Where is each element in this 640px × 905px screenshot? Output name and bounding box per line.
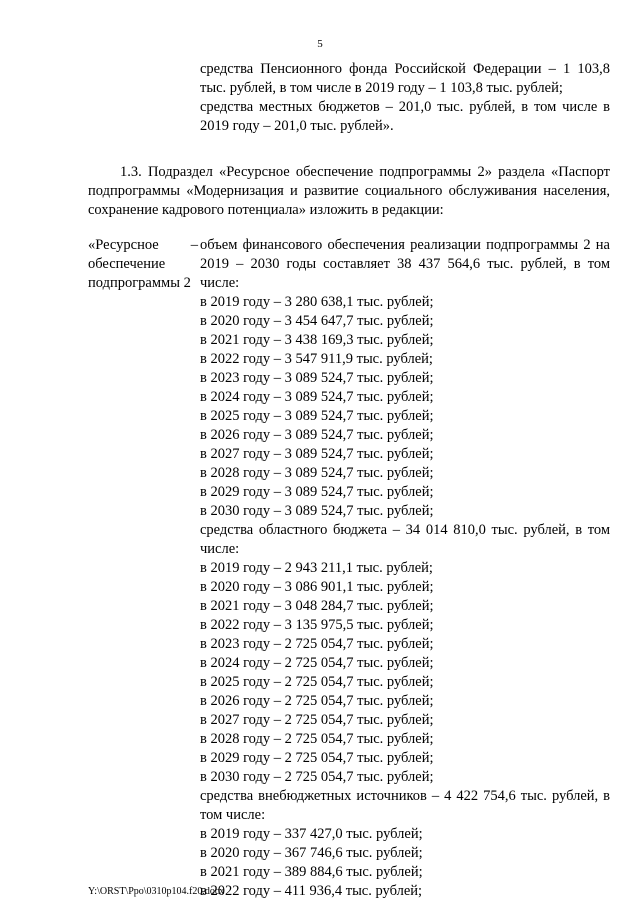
resource-content <box>200 236 610 901</box>
extrabudget-year-line: в 2022 году – 411 936,4 тыс. рублей; <box>200 883 423 899</box>
total-year-line: в 2029 году – 3 089 524,7 тыс. рублей; <box>200 484 434 500</box>
intro-block <box>200 60 610 136</box>
total-year-line: в 2025 году – 3 089 524,7 тыс. рублей; <box>200 408 434 424</box>
regional-year-line: в 2026 году – 2 725 054,7 тыс. рублей; <box>200 693 434 709</box>
section-paragraph: 1.3. Подраздел «Ресурсное обеспечение подпрограммы 2» раздела «Паспорт подпрограммы «Модернизация и развитие социального обслуживания населения, сохранение кадрового потенциала» изложить в редакции: <box>88 164 610 218</box>
total-year-line: в 2030 году – 3 089 524,7 тыс. рублей; <box>200 503 434 519</box>
resource-label <box>88 236 198 293</box>
extrabudget-year-line: в 2019 году – 337 427,0 тыс. рублей; <box>200 826 423 842</box>
page-number: 5 <box>317 38 323 50</box>
total-year-line: в 2027 году – 3 089 524,7 тыс. рублей; <box>200 446 434 462</box>
resource-label-word1: «Ресурсное <box>88 237 159 253</box>
regional-year-line: в 2024 году – 2 725 054,7 тыс. рублей; <box>200 655 434 671</box>
regional-year-line: в 2025 году – 2 725 054,7 тыс. рублей; <box>200 674 434 690</box>
extrabudget-year-line: в 2020 году – 367 746,6 тыс. рублей; <box>200 845 423 861</box>
local-budget-text: средства местных бюджетов – 201,0 тыс. рублей, в том числе в 2019 году – 201,0 тыс. рублей». <box>200 99 610 134</box>
resource-label-dash: – <box>190 237 198 253</box>
regional-year-line: в 2023 году – 2 725 054,7 тыс. рублей; <box>200 636 434 652</box>
total-year-line: в 2021 году – 3 438 169,3 тыс. рублей; <box>200 332 434 348</box>
pension-fund-text: средства Пенсионного фонда Российской Федерации – 1 103,8 тыс. рублей, в том числе в 2019 году – 1 103,8 тыс. рублей; <box>200 61 610 96</box>
total-year-line: в 2026 году – 3 089 524,7 тыс. рублей; <box>200 427 434 443</box>
resource-label-word2: обеспечение <box>88 256 166 272</box>
regional-year-line: в 2021 году – 3 048 284,7 тыс. рублей; <box>200 598 434 614</box>
total-year-line: в 2024 году – 3 089 524,7 тыс. рублей; <box>200 389 434 405</box>
regional-year-line: в 2028 году – 2 725 054,7 тыс. рублей; <box>200 731 434 747</box>
total-year-line: в 2023 году – 3 089 524,7 тыс. рублей; <box>200 370 434 386</box>
extrabudget-intro: средства внебюджетных источников – 4 422 754,6 тыс. рублей, в том числе: <box>200 788 610 823</box>
extrabudget-year-line: в 2021 году – 389 884,6 тыс. рублей; <box>200 864 423 880</box>
footer-file-path: Y:\ORST\Ppo\0310p104.f20.docx <box>88 886 225 897</box>
total-year-line: в 2020 году – 3 454 647,7 тыс. рублей; <box>200 313 434 329</box>
regional-year-line: в 2030 году – 2 725 054,7 тыс. рублей; <box>200 769 434 785</box>
resource-label-word3: подпрограммы 2 <box>88 275 191 291</box>
regional-year-line: в 2019 году – 2 943 211,1 тыс. рублей; <box>200 560 433 576</box>
regional-year-line: в 2027 году – 2 725 054,7 тыс. рублей; <box>200 712 434 728</box>
regional-intro: средства областного бюджета – 34 014 810,0 тыс. рублей, в том числе: <box>200 522 610 557</box>
total-year-line: в 2028 году – 3 089 524,7 тыс. рублей; <box>200 465 434 481</box>
regional-year-line: в 2020 году – 3 086 901,1 тыс. рублей; <box>200 579 434 595</box>
regional-year-line: в 2022 году – 3 135 975,5 тыс. рублей; <box>200 617 434 633</box>
regional-year-line: в 2029 году – 2 725 054,7 тыс. рублей; <box>200 750 434 766</box>
total-year-line: в 2019 году – 3 280 638,1 тыс. рублей; <box>200 294 434 310</box>
total-intro: объем финансового обеспечения реализации подпрограммы 2 на 2019 – 2030 годы составляет 38 437 564,6 тыс. рублей, в том числе: <box>200 237 610 291</box>
total-year-line: в 2022 году – 3 547 911,9 тыс. рублей; <box>200 351 433 367</box>
